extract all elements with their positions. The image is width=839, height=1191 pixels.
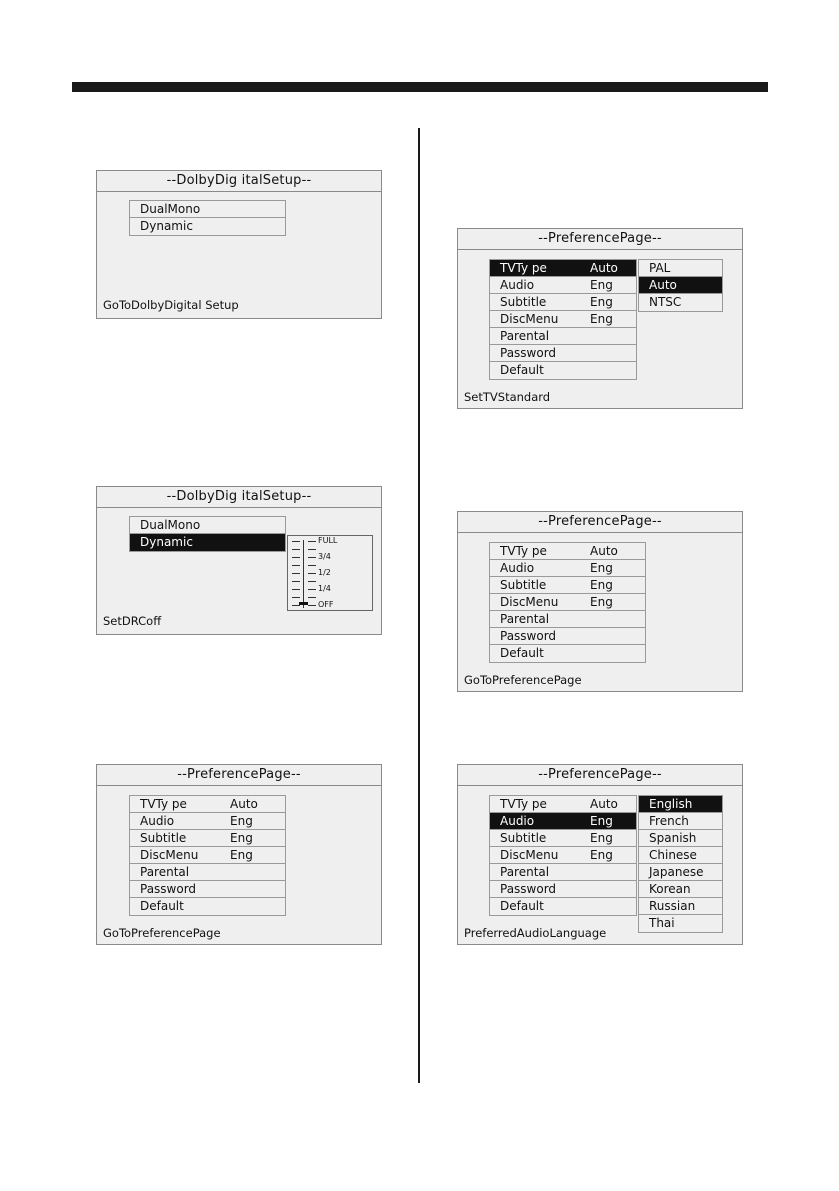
- menu-item-tv-type[interactable]: [490, 796, 636, 813]
- menu-item-label: TVTy pe: [500, 544, 547, 558]
- option-japanese[interactable]: [639, 864, 722, 881]
- menu-item-label: Audio: [500, 278, 535, 292]
- option-label: NTSC: [649, 295, 682, 309]
- preference-menu: [489, 795, 637, 916]
- menu-item-dynamic[interactable]: [130, 534, 285, 551]
- menu-item-value: Auto: [590, 544, 618, 558]
- dolby-setup-panel: [96, 170, 382, 319]
- status-text: GoToDolbyDigital Setup: [103, 298, 239, 312]
- menu-item-label: Audio: [500, 814, 535, 828]
- menu-item-label: Password: [500, 346, 557, 360]
- menu-item-label: Subtitle: [500, 578, 547, 592]
- preference-tv-type-panel: [457, 228, 743, 409]
- menu-item-password[interactable]: [490, 345, 636, 362]
- panel-title: --PreferencePage--: [458, 229, 742, 250]
- option-label: PAL: [649, 261, 671, 275]
- status-text: PreferredAudioLanguage: [464, 926, 607, 940]
- audio-language-submenu: [638, 795, 723, 933]
- preference-page-panel: [96, 764, 382, 945]
- menu-item-value: Eng: [590, 595, 613, 609]
- menu-item-label: Default: [500, 363, 544, 377]
- menu-item-subtitle[interactable]: [490, 830, 636, 847]
- option-russian[interactable]: [639, 898, 722, 915]
- option-label: Chinese: [649, 848, 697, 862]
- option-label: Russian: [649, 899, 696, 913]
- option-french[interactable]: [639, 813, 722, 830]
- menu-item-parental[interactable]: [130, 864, 285, 881]
- menu-item-disc-menu[interactable]: [490, 311, 636, 328]
- menu-item-label: DualMono: [140, 518, 201, 532]
- menu-item-subtitle[interactable]: [130, 830, 285, 847]
- drc-label-1-4: 1/4: [318, 584, 331, 593]
- menu-item-value: Eng: [590, 295, 613, 309]
- menu-item-label: Dynamic: [140, 219, 193, 233]
- option-label: Japanese: [649, 865, 704, 879]
- drc-slider[interactable]: [287, 535, 373, 611]
- menu-item-value: Eng: [590, 831, 613, 845]
- menu-item-value: Eng: [230, 831, 253, 845]
- menu-item-label: Subtitle: [500, 295, 547, 309]
- menu-item-label: Audio: [500, 561, 535, 575]
- preference-menu: [489, 259, 637, 380]
- drc-tick: [308, 573, 316, 574]
- option-ntsc[interactable]: [639, 294, 722, 311]
- menu-item-disc-menu[interactable]: [490, 847, 636, 864]
- column-divider: [418, 128, 420, 1083]
- menu-item-default[interactable]: [490, 645, 645, 662]
- drc-tick: [292, 597, 300, 598]
- menu-item-label: Parental: [500, 612, 550, 626]
- menu-item-tv-type[interactable]: [490, 260, 636, 277]
- menu-item-label: Parental: [500, 865, 550, 879]
- menu-item-label: DiscMenu: [500, 848, 559, 862]
- preference-menu: [129, 795, 286, 916]
- menu-item-disc-menu[interactable]: [130, 847, 285, 864]
- menu-item-value: Eng: [230, 848, 253, 862]
- menu-item-tv-type[interactable]: [130, 796, 285, 813]
- menu-item-password[interactable]: [490, 881, 636, 898]
- preference-menu: [489, 542, 646, 663]
- menu-item-value: Auto: [230, 797, 258, 811]
- option-korean[interactable]: [639, 881, 722, 898]
- status-text: SetDRCoff: [103, 614, 162, 628]
- drc-tick: [292, 557, 300, 558]
- menu-item-disc-menu[interactable]: [490, 594, 645, 611]
- option-thai[interactable]: [639, 915, 722, 932]
- drc-track: [303, 540, 304, 608]
- menu-item-value: Auto: [590, 797, 618, 811]
- menu-item-value: Eng: [590, 578, 613, 592]
- menu-item-audio[interactable]: [490, 560, 645, 577]
- option-label: Thai: [649, 916, 675, 930]
- panel-title: --PreferencePage--: [458, 512, 742, 533]
- drc-label-1-2: 1/2: [318, 568, 331, 577]
- menu-item-dual-mono[interactable]: [130, 517, 285, 534]
- menu-item-password[interactable]: [490, 628, 645, 645]
- drc-label-3-4: 3/4: [318, 552, 331, 561]
- panel-title: --PreferencePage--: [458, 765, 742, 786]
- menu-item-label: TVTy pe: [500, 261, 547, 275]
- menu-item-dual-mono[interactable]: [130, 201, 285, 218]
- drc-tick: [308, 549, 316, 550]
- panel-title: --DolbyDig italSetup--: [97, 487, 381, 508]
- option-label: Auto: [649, 278, 677, 292]
- menu-item-label: Audio: [140, 814, 175, 828]
- drc-tick: [292, 541, 300, 542]
- drc-label-off: OFF: [318, 600, 334, 609]
- drc-tick: [308, 541, 316, 542]
- menu-item-password[interactable]: [130, 881, 285, 898]
- menu-item-label: DiscMenu: [500, 312, 559, 326]
- menu-item-subtitle[interactable]: [490, 294, 636, 311]
- option-english[interactable]: [639, 796, 722, 813]
- drc-tick: [292, 589, 300, 590]
- menu-item-label: Password: [500, 629, 557, 643]
- menu-item-label: DiscMenu: [140, 848, 199, 862]
- option-chinese[interactable]: [639, 847, 722, 864]
- option-auto[interactable]: [639, 277, 722, 294]
- menu-item-value: Eng: [590, 814, 613, 828]
- status-text: GoToPreferencePage: [464, 673, 582, 687]
- menu-item-label: Default: [500, 899, 544, 913]
- drc-tick: [292, 581, 300, 582]
- menu-item-value: Auto: [590, 261, 618, 275]
- menu-item-dynamic[interactable]: [130, 218, 285, 235]
- drc-slider-knob[interactable]: [299, 602, 308, 605]
- menu-item-label: Parental: [500, 329, 550, 343]
- menu-item-tv-type[interactable]: [490, 543, 645, 560]
- menu-item-default[interactable]: [490, 898, 636, 915]
- option-pal[interactable]: [639, 260, 722, 277]
- menu-item-label: Parental: [140, 865, 190, 879]
- dolby-menu: [129, 200, 286, 236]
- menu-item-audio[interactable]: [490, 813, 636, 830]
- status-text: SetTVStandard: [464, 390, 551, 404]
- option-spanish[interactable]: [639, 830, 722, 847]
- menu-item-default[interactable]: [130, 898, 285, 915]
- preference-audio-panel: [457, 764, 743, 945]
- tv-standard-submenu: [638, 259, 723, 312]
- drc-tick: [292, 573, 300, 574]
- menu-item-label: DiscMenu: [500, 595, 559, 609]
- menu-item-label: Dynamic: [140, 535, 193, 549]
- drc-tick: [292, 565, 300, 566]
- panel-title: --PreferencePage--: [97, 765, 381, 786]
- menu-item-parental[interactable]: [490, 328, 636, 345]
- menu-item-value: Eng: [590, 312, 613, 326]
- option-label: Korean: [649, 882, 691, 896]
- menu-item-label: Default: [500, 646, 544, 660]
- option-label: Spanish: [649, 831, 697, 845]
- drc-tick: [308, 605, 316, 606]
- drc-label-full: FULL: [318, 536, 338, 545]
- menu-item-subtitle[interactable]: [490, 577, 645, 594]
- menu-item-label: Password: [500, 882, 557, 896]
- dolby-drc-panel: [96, 486, 382, 635]
- menu-item-value: Eng: [230, 814, 253, 828]
- drc-tick: [308, 589, 316, 590]
- header-rule: [72, 82, 768, 92]
- option-label: French: [649, 814, 689, 828]
- menu-item-audio[interactable]: [490, 277, 636, 294]
- drc-tick: [292, 605, 300, 606]
- menu-item-audio[interactable]: [130, 813, 285, 830]
- menu-item-label: Password: [140, 882, 197, 896]
- dolby-menu: [129, 516, 286, 552]
- menu-item-label: Subtitle: [140, 831, 187, 845]
- drc-tick: [308, 565, 316, 566]
- drc-tick: [308, 597, 316, 598]
- menu-item-value: Eng: [590, 848, 613, 862]
- drc-tick: [292, 549, 300, 550]
- menu-item-label: Subtitle: [500, 831, 547, 845]
- menu-item-default[interactable]: [490, 362, 636, 379]
- menu-item-label: Default: [140, 899, 184, 913]
- panel-title: --DolbyDig italSetup--: [97, 171, 381, 192]
- menu-item-value: Eng: [590, 561, 613, 575]
- menu-item-label: TVTy pe: [140, 797, 187, 811]
- menu-item-parental[interactable]: [490, 864, 636, 881]
- menu-item-parental[interactable]: [490, 611, 645, 628]
- preference-page-panel: [457, 511, 743, 692]
- option-label: English: [649, 797, 693, 811]
- menu-item-label: TVTy pe: [500, 797, 547, 811]
- menu-item-value: Eng: [590, 278, 613, 292]
- menu-item-label: DualMono: [140, 202, 201, 216]
- status-text: GoToPreferencePage: [103, 926, 221, 940]
- drc-tick: [308, 557, 316, 558]
- drc-tick: [308, 581, 316, 582]
